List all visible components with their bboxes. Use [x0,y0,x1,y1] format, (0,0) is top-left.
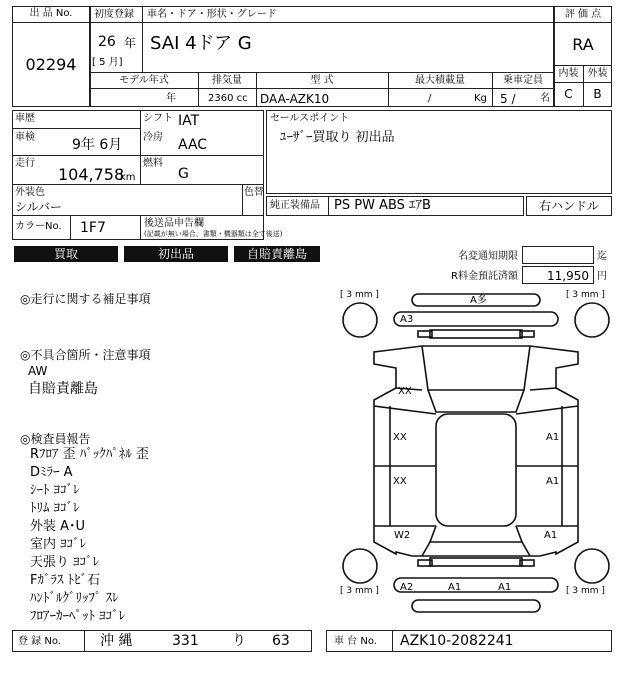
divider [12,215,264,216]
registration-label: 登 録 No. [18,636,61,647]
divider [388,72,389,107]
evaluation-label: 評 価 点 [564,9,602,20]
shift-value: IAT [178,113,200,129]
damage-front-bumper-top: A多 [470,295,487,306]
equipment-label: 純正装備品 [270,200,320,211]
inspector-line: ﾄﾘﾑ ﾖｺﾞﾚ [30,501,80,516]
recycle-label: R料金預託済額 [451,271,518,282]
max-load-unit: Kg [474,93,487,104]
divider [90,72,554,73]
exterior-grade: B [593,87,602,101]
chassis-label: 車 台 No. [334,636,377,647]
damage-rear-door-left: XX [393,476,407,487]
tire-rear-right [575,549,609,583]
divider [90,88,554,89]
tire-front-left [343,303,377,337]
max-load-label: 最大積載量 [415,75,465,86]
divider [242,184,243,215]
post-doc-label: 後送品申告欄 [144,218,204,229]
damage-rear-door-right: A1 [546,476,560,487]
divider [140,215,141,240]
exterior-label: 外装 [587,68,608,79]
defect-line: AW [28,364,48,378]
divider [256,72,257,107]
model-year-label: モデル年式 [119,75,169,86]
inspector-line: Fｶﾞﾗｽ ﾄﾋﾞ石 [30,573,101,588]
lot-label: 出 品 No. [29,8,73,19]
deadline-value [522,246,594,264]
deadline-label: 名変通知期限 [458,251,518,262]
chassis-number: AZK10-2082241 [400,633,514,649]
shaken-label: 車検 [15,132,35,143]
shift-label: シフト [143,113,173,124]
recycle-suffix: 円 [597,271,607,282]
displacement-value: 2360 cc [208,93,248,104]
lot-number: 02294 [25,55,77,74]
max-load-slash: / [428,93,432,104]
model-label: 型 式 [310,75,334,86]
mileage-label: 走行 [15,158,35,169]
divider [492,72,493,107]
mileage-unit: km [120,172,136,183]
ac-value: AAC [178,137,208,153]
color-change-label: 色替 [244,187,264,198]
reg-year-suffix: 年 [124,36,137,50]
damage-fender-left: XX [398,386,412,397]
car-damage-diagram [338,290,614,626]
recycle-value: 11,950 [522,266,594,284]
ac-label: 冷房 [143,132,163,143]
capacity-label: 乗車定員 [503,75,543,86]
reg-year: 26 [98,34,116,50]
divider [198,72,199,107]
registration-area: 沖 縄 [100,633,133,649]
divider [554,22,612,23]
sales-point-text: ﾕｰｻﾞｰ買取り 初出品 [280,130,395,145]
ext-color-value: シルバー [15,200,62,214]
capacity-unit: 名 [540,93,550,104]
damage-front-door-right: A1 [546,432,560,443]
inspector-line: ｼｰﾄ ﾖｺﾞﾚ [30,483,80,498]
first-reg-label: 初度登録 [94,9,134,20]
tag-remote-island: 自賠責離島 [234,246,320,262]
divider [12,128,140,129]
tire-depth-rear-right: [ 3 mm ] [566,586,605,596]
vehicle-name-label: 車名・ドア・形状・グレード [147,9,277,20]
color-no-value: 1F7 [80,220,106,236]
car-outline [338,290,614,626]
post-doc-note: (記載が無い場合、書類・機器類は全て後送) [144,230,283,238]
evaluation-score: RA [572,35,594,54]
divider [328,196,329,216]
damage-front-bumper-left: A3 [400,314,414,325]
displacement-label: 排気量 [212,75,242,86]
tire-depth-rear-left: [ 3 mm ] [340,586,379,596]
damage-front-door-left: XX [393,432,407,443]
inspector-line: 室内 ﾖｺﾞﾚ [30,537,87,552]
divider [142,6,143,72]
defect-line: 自賠責離島 [28,381,98,397]
tire-depth-front-right: [ 3 mm ] [566,290,605,300]
history-label: 車歴 [15,113,35,124]
tire-depth-front-left: [ 3 mm ] [340,290,379,300]
interior-grade: C [564,87,573,101]
ext-color-label: 外装色 [15,187,45,198]
divider [84,630,85,652]
divider [12,184,264,185]
fuel-label: 燃料 [143,158,163,169]
model-year-unit: 年 [166,93,176,104]
divider [70,215,71,240]
inspector-line: 外装 A･U [30,519,86,534]
inspector-line: Rﾌﾛｱ 歪 ﾊﾞｯｸﾊﾟﾈﾙ 歪 [30,447,149,462]
notes-section-inspector: ◎検査員報告 [20,432,91,446]
divider [140,110,141,184]
mileage-value: 104,758 [58,165,125,184]
fuel-value: G [178,166,189,182]
damage-rear-bumper-left: A2 [400,582,414,593]
divider [392,630,393,652]
equipment-value: PS PW ABS ｴｱB [334,198,431,213]
shaken-value: 9年 6月 [72,137,123,153]
inspector-line: Dﾐﾗｰ A [30,465,73,480]
damage-quarter-right: A1 [544,530,558,541]
deadline-suffix: 迄 [597,251,607,262]
registration-kana: り [232,633,246,649]
notes-section-running: ◎走行に関する補足事項 [20,292,151,306]
inspector-line: 天張り ﾖｺﾞﾚ [30,555,100,570]
color-no-label: カラーNo. [15,221,62,232]
steering-value: 右ハンドル [538,199,599,213]
damage-rear-bumper-center: A1 [448,582,462,593]
interior-label: 内装 [558,68,579,79]
tire-rear-left [343,549,377,583]
divider [12,22,90,23]
model-code: DAA-AZK10 [260,92,330,106]
inspector-line: ﾌﾛｱｰｶｰﾍﾟｯﾄ ﾖｺﾞﾚ [30,609,126,624]
notes-section-defects: ◎不具合箇所・注意事項 [20,348,151,362]
registration-class: 331 [172,633,199,649]
tag-kaitori: 買取 [14,246,118,262]
sales-point-label: セールスポイント [270,113,350,124]
registration-number: 63 [272,633,290,649]
divider [90,22,554,23]
divider [12,155,264,156]
tire-front-right [575,303,609,337]
damage-rear-bumper-right: A1 [498,582,512,593]
reg-month: [ 5 月] [92,57,123,68]
tag-first-listing: 初出品 [124,246,228,262]
damage-quarter-left: W2 [394,530,411,541]
inspector-line: ﾊﾝﾄﾞﾙｸﾞﾘｯﾌﾟ ｽﾚ [30,591,119,606]
car-name: SAI 4ドア G [150,33,252,54]
capacity-value: 5 / [500,92,516,106]
